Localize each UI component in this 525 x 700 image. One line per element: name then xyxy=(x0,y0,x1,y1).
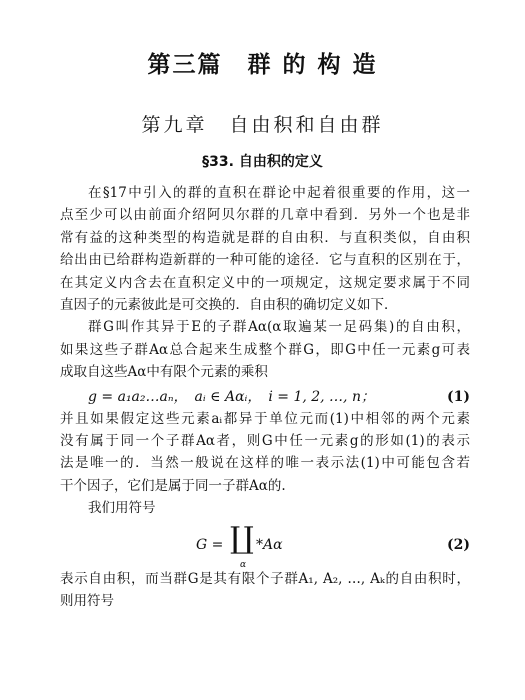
section-title: §33. 自由积的定义 xyxy=(202,154,323,170)
text-line: 干个因子，它们是属于同一子群Aα的. xyxy=(60,477,286,494)
text-line: 没有属于同一个子群Aα者，则G中任一元素g的形如(1)的表示 xyxy=(60,433,470,450)
equation-2 xyxy=(60,520,470,570)
text-line: 法是唯一的．当然一般说在这样的唯一表示法(1)中可能包含若 xyxy=(60,455,470,472)
coproduct-symbol: ∐ xyxy=(230,520,254,556)
chapter-title: 第九章 自由积和自由群 xyxy=(141,114,384,136)
coproduct-index: α xyxy=(240,559,247,570)
equation-2-rhs: *Aα xyxy=(256,536,283,553)
equation-2-lhs: G = xyxy=(196,536,224,553)
equation-1 xyxy=(60,384,470,408)
text-line: 在§17中引入的群的直积在群论中起着很重要的作用，这一 xyxy=(88,185,470,201)
text-line: 在其定义内含去在直积定义中的一项规定，这规定要求属于不同 xyxy=(60,274,470,291)
text-line: 我们用符号 xyxy=(88,500,156,517)
text-line: 如果这些子群Aα总合起来生成整个群G，即G中任一元素g可表 xyxy=(60,341,470,358)
text-line: 群G叫作其异于E的子群Aα(α取遍某一足码集)的自由积， xyxy=(88,319,470,336)
equation-2-number: (2) xyxy=(447,536,470,553)
text-line: 并且如果假定这些元素aᵢ都异于单位元而(1)中相邻的两个元素 xyxy=(60,410,470,427)
text-line: 表示自由积，而当群G是其有限个子群A₁, A₂, …, Aₖ的自由积时， xyxy=(60,570,470,587)
text-line: 则用符号 xyxy=(60,593,114,610)
body-text xyxy=(60,182,470,613)
text-line: 给出由已给群构造新群的一种可能的途径．它与直积的区别在于， xyxy=(60,252,470,269)
equation-1-number: (1) xyxy=(447,388,470,405)
text-line: 点至少可以由前面介绍阿贝尔群的几章中看到．另外一个也是非 xyxy=(60,207,470,224)
text-line: 直因子的元素彼此是可交换的．自由积的确切定义如下． xyxy=(60,297,398,314)
text-line: 成取自这些Aα中有限个元素的乘积 xyxy=(60,364,268,381)
part-title: 第三篇 群 的 构 造 xyxy=(147,52,378,78)
text-line: 常有益的这种类型的构造就是群的自由积．与直积类似，自由积 xyxy=(60,229,470,246)
equation-1-expression: g = a₁a₂…aₙ， aᵢ ∈ Aαᵢ， i = 1, 2, …, n； xyxy=(88,388,375,405)
